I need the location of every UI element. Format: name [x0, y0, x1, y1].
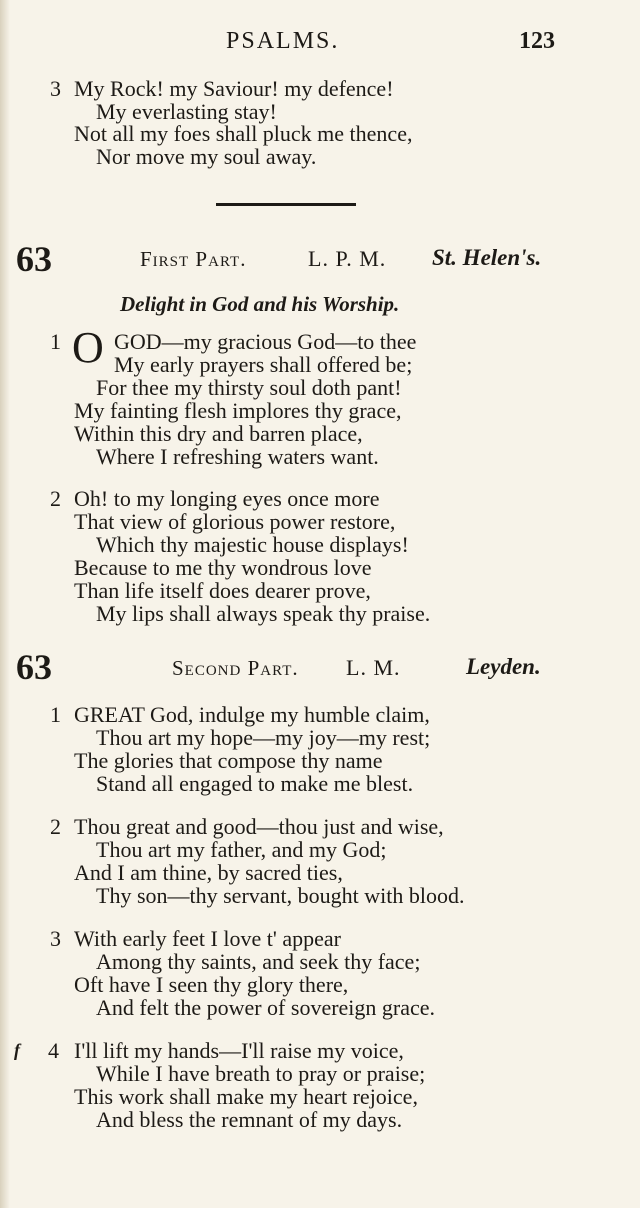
verse-line: Stand all engaged to make me blest. — [96, 771, 414, 796]
tune-name: St. Helen's. — [432, 245, 542, 270]
verse-line: And bless the remnant of my days. — [96, 1107, 403, 1132]
hymn-subtitle: Delight in God and his Worship. — [120, 292, 400, 316]
verse-line: Not all my foes shall pluck me thence, — [74, 121, 413, 146]
verse-line: And felt the power of sovereign grace. — [96, 995, 436, 1020]
hymn-meter: L. M. — [346, 655, 401, 680]
verse-line: Than life itself does dearer prove, — [74, 578, 371, 603]
hymn-meter: L. P. M. — [308, 246, 387, 271]
verse-line: GREAT God, indulge my humble claim, — [74, 702, 430, 727]
verse-number: 4 — [48, 1038, 59, 1063]
verse-number: 2 — [50, 486, 61, 511]
verse-line: Thy son—thy servant, bought with blood. — [96, 883, 465, 908]
verse-line: This work shall make my heart rejoice, — [74, 1084, 418, 1109]
verse-line: My everlasting stay! — [96, 99, 277, 124]
verse-line: Oft have I seen thy glory there, — [74, 972, 349, 997]
verse-line: Thou great and good—thou just and wise, — [74, 814, 444, 839]
verse-line: Thou art my father, and my God; — [96, 837, 387, 862]
verse-line: Nor move my soul away. — [96, 144, 317, 169]
hymn-part: First Part. — [140, 247, 247, 271]
verse-line: My lips shall always speak thy praise. — [96, 601, 431, 626]
verse-line: That view of glorious power restore, — [74, 509, 396, 534]
drop-cap: O — [72, 323, 104, 372]
verse-line: While I have breath to pray or praise; — [96, 1061, 426, 1086]
hymn-number: 63 — [16, 647, 52, 687]
page-edge — [0, 0, 10, 1208]
verse-line: Which thy majestic house displays! — [96, 532, 409, 557]
verse-line: Among thy saints, and seek thy face; — [96, 949, 421, 974]
tune-name: Leyden. — [466, 654, 541, 679]
verse-line: Thou art my hope—my joy—my rest; — [96, 725, 431, 750]
verse-line: Oh! to my longing eyes once more — [74, 486, 380, 511]
verse-line: Where I refreshing waters want. — [96, 444, 379, 469]
verse-line: And I am thine, by sacred ties, — [74, 860, 343, 885]
verse-line: My early prayers shall offered be; — [114, 352, 413, 377]
verse-line: With early feet I love t' appear — [74, 926, 341, 951]
hymn-part: Second Part. — [172, 656, 299, 680]
verse-line: For thee my thirsty soul doth pant! — [96, 375, 402, 400]
verse-number: 3 — [50, 76, 61, 101]
verse-line: The glories that compose thy name — [74, 748, 383, 773]
hymn-number: 63 — [16, 239, 52, 279]
verse-number: 1 — [50, 702, 61, 727]
verse-number: 3 — [50, 926, 61, 951]
verse-line: My Rock! my Saviour! my defence! — [74, 76, 394, 101]
verse-line: Within this dry and barren place, — [74, 421, 363, 446]
verse-line: GOD—my gracious God—to thee — [114, 329, 417, 354]
verse-line: Because to me thy wondrous love — [74, 555, 372, 580]
verse-line: I'll lift my hands—I'll raise my voice, — [74, 1038, 404, 1063]
section-divider — [216, 203, 356, 206]
page-number: 123 — [519, 28, 555, 54]
verse-number: 1 — [50, 329, 61, 354]
dynamic-mark: f — [14, 1040, 20, 1060]
verse-number: 2 — [50, 814, 61, 839]
verse-line: My fainting flesh implores thy grace, — [74, 398, 402, 423]
running-head-title: PSALMS. — [226, 28, 340, 54]
